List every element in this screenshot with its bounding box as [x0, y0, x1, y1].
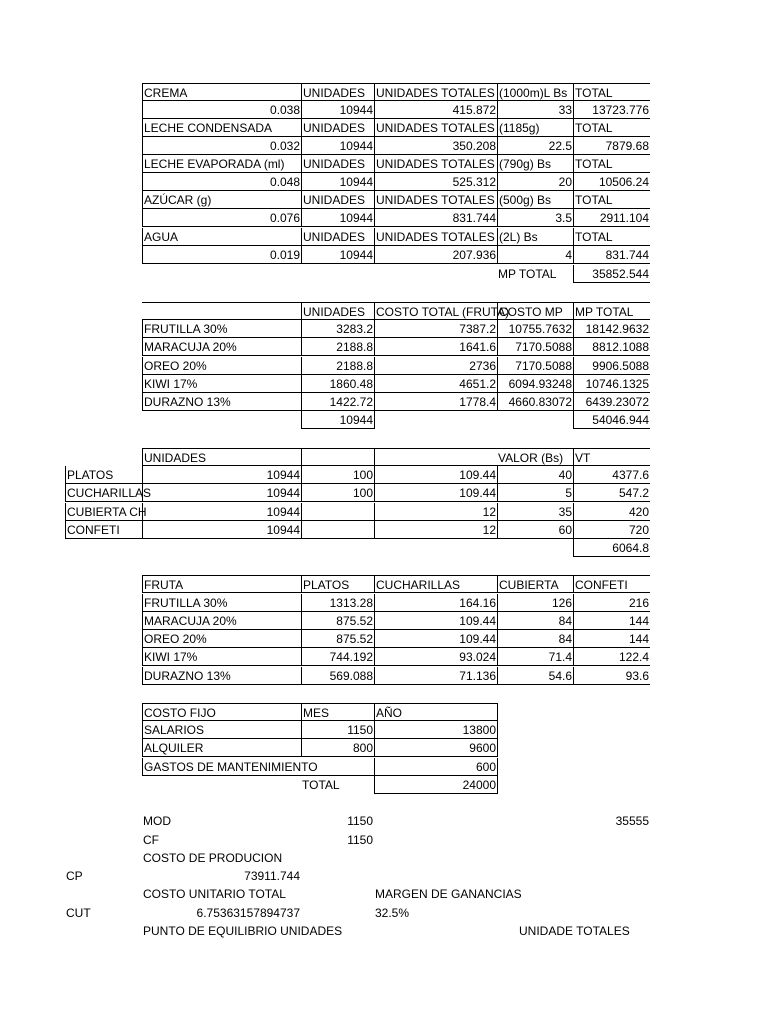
cost-name: SALARIOS: [142, 721, 301, 739]
total-cell: 7879.68: [573, 137, 650, 155]
flavor-name: MARACUJA 20%: [142, 338, 301, 356]
month-cell: 1150: [301, 721, 374, 739]
valor-cell: 40: [497, 466, 573, 484]
valor-cell: 5: [497, 484, 573, 502]
units-cell: 1860.48: [301, 375, 374, 393]
vt-cell: 547.2: [573, 484, 650, 502]
total-units-cell: 415.872: [374, 101, 497, 119]
cf-value: 1150: [347, 833, 373, 847]
col-header: UNIDADES: [142, 448, 301, 466]
mp-total-label: MP TOTAL: [498, 267, 557, 281]
cucharillas-cell: 109.44: [374, 612, 497, 630]
margin-value: 32.5%: [375, 906, 410, 920]
cut-value: 6.75363157894737: [196, 906, 300, 920]
cubierta-cell: 84: [497, 630, 573, 648]
year-cell: 600: [374, 758, 498, 776]
grand-total: 54046.944: [573, 411, 650, 429]
units-cell: 10944: [142, 521, 301, 539]
units-cell: 10944: [142, 466, 301, 484]
valor-cell: 60: [497, 521, 573, 539]
col-header: TOTAL: [573, 228, 650, 246]
total-cell: 10506.24: [573, 173, 650, 191]
cp-title: COSTO DE PRODUCION: [143, 851, 283, 865]
col-header: (2L) Bs: [497, 228, 573, 246]
col-header: UNIDADES: [301, 302, 374, 320]
supply-name: CUCHARILLAS: [67, 486, 152, 500]
mod-label: MOD: [143, 814, 171, 828]
confeti-cell: 144: [573, 612, 650, 630]
month-cell: 800: [301, 739, 374, 757]
packs-cell: 12: [374, 503, 497, 521]
mp-total-value: 35852.544: [573, 265, 650, 283]
packs-cell: 12: [374, 521, 497, 539]
mp-total-cell: 10746.1325: [573, 375, 650, 393]
col-header: COSTO MP: [497, 302, 573, 320]
qty-cell: 0.076: [142, 209, 301, 227]
cucharillas-cell: 109.44: [374, 630, 497, 648]
side-value: 35555: [615, 814, 649, 828]
fruit-cost-cell: 2736: [374, 357, 497, 375]
units-cell: 10944: [301, 209, 374, 227]
confeti-cell: 216: [573, 594, 650, 612]
margin-label: MARGEN DE GANANCIAS: [375, 887, 522, 901]
total-units-cell: 831.744: [374, 209, 497, 227]
total-value: 24000: [374, 776, 498, 794]
col-header: UNIDADES TOTALES: [374, 83, 497, 101]
col-header: (1000m)L Bs: [497, 83, 573, 101]
col-header: VALOR (Bs): [497, 448, 573, 466]
price-cell: 33: [497, 101, 573, 119]
mp-cost-cell: 7170.5088: [497, 338, 573, 356]
units-cell: 10944: [301, 246, 374, 264]
mp-total-cell: 18142.9632: [573, 320, 650, 338]
total-cell: 2911.104: [573, 209, 650, 227]
cost-name: GASTOS DE MANTENIMIENTO: [144, 760, 318, 774]
qty-cell: 0.032: [142, 137, 301, 155]
mp-total-cell: 6439.23072: [573, 393, 650, 411]
platos-cell: 744.192: [301, 648, 374, 666]
fruit-name: OREO 20%: [142, 630, 301, 648]
col-header: MP TOTAL: [573, 302, 650, 320]
flavor-name: DURAZNO 13%: [142, 393, 301, 411]
ingredient-name: CREMA: [142, 83, 301, 101]
col-header: UNIDADES TOTALES: [374, 191, 497, 209]
fruit-cost-cell: 4651.2: [374, 375, 497, 393]
col-header: MES: [301, 703, 374, 721]
ut-label: UNIDADE TOTALES: [519, 924, 630, 938]
blank-header: [142, 302, 301, 320]
cubierta-cell: 84: [497, 612, 573, 630]
price-cell: 20: [497, 173, 573, 191]
mp-total-cell: 8812.1088: [573, 338, 650, 356]
price-cell: 3.5: [497, 209, 573, 227]
total-cell: 13723.776: [573, 101, 650, 119]
col-header: UNIDADES: [301, 155, 374, 173]
units-total: 10944: [301, 411, 375, 429]
platos-cell: 569.088: [301, 667, 374, 685]
col-header: CONFETI: [573, 575, 650, 593]
supply-name: CONFETI: [65, 521, 142, 539]
confeti-cell: 144: [573, 630, 650, 648]
year-cell: 13800: [374, 721, 498, 739]
price-cell: 4: [497, 246, 573, 264]
col-header: FRUTA: [142, 575, 301, 593]
ingredient-name: LECHE EVAPORADA (ml): [142, 155, 301, 173]
fruit-name: MARACUJA 20%: [142, 612, 301, 630]
col-header: UNIDADES: [301, 119, 374, 137]
mp-cost-cell: 7170.5088: [497, 357, 573, 375]
blank-header: [374, 448, 497, 466]
pack-cell: 100: [301, 466, 374, 484]
pack-cell: 100: [301, 484, 374, 502]
cucharillas-cell: 71.136: [374, 667, 497, 685]
supply-name: PLATOS: [65, 466, 142, 484]
col-header: COSTO TOTAL (FRUTA): [374, 302, 497, 320]
fruit-name: FRUTILLA 30%: [142, 594, 301, 612]
price-cell: 22.5: [497, 137, 573, 155]
col-header: TOTAL: [573, 191, 650, 209]
col-header: TOTAL: [573, 155, 650, 173]
mp-cost-cell: 6094.93248: [497, 375, 573, 393]
col-header: UNIDADES: [301, 228, 374, 246]
cf-label: CF: [143, 833, 159, 847]
col-header: UNIDADES TOTALES: [374, 155, 497, 173]
vt-cell: 720: [573, 521, 650, 539]
col-header: AÑO: [374, 703, 498, 721]
cost-name: ALQUILER: [142, 739, 301, 757]
total-label: TOTAL: [302, 778, 340, 792]
flavor-name: OREO 20%: [142, 357, 301, 375]
year-cell: 9600: [374, 739, 498, 757]
units-cell: 10944: [301, 101, 374, 119]
cubierta-cell: 126: [497, 594, 573, 612]
pack-cell: [301, 503, 374, 521]
qty-cell: 0.048: [142, 173, 301, 191]
valor-cell: 35: [497, 503, 573, 521]
units-cell: 3283.2: [301, 320, 374, 338]
fruit-cost-cell: 1641.6: [374, 338, 497, 356]
col-header: COSTO FIJO: [142, 703, 301, 721]
platos-cell: 875.52: [301, 630, 374, 648]
col-header: CUCHARILLAS: [374, 575, 497, 593]
col-header: VT: [573, 448, 650, 466]
total-units-cell: 350.208: [374, 137, 497, 155]
col-header: (790g) Bs: [497, 155, 573, 173]
flavor-name: KIWI 17%: [142, 375, 301, 393]
total-units-cell: 525.312: [374, 173, 497, 191]
cucharillas-cell: 164.16: [374, 594, 497, 612]
packs-cell: 109.44: [374, 466, 497, 484]
cubierta-cell: 71.4: [497, 648, 573, 666]
units-cell: 10944: [142, 503, 301, 521]
col-header: UNIDADES: [301, 83, 374, 101]
col-header: PLATOS: [301, 575, 374, 593]
pe-label: PUNTO DE EQUILIBRIO UNIDADES: [143, 924, 343, 938]
cucharillas-cell: 93.024: [374, 648, 497, 666]
col-header: (1185g): [497, 119, 573, 137]
total-cell: 831.744: [573, 246, 650, 264]
col-header: (500g) Bs: [497, 191, 573, 209]
col-header: CUBIERTA: [497, 575, 573, 593]
qty-cell: 0.038: [142, 101, 301, 119]
vt-total: 6064.8: [573, 539, 650, 557]
col-header: TOTAL: [573, 83, 650, 101]
mp-total-cell: 9906.5088: [573, 357, 650, 375]
units-cell: 1422.72: [301, 393, 374, 411]
platos-cell: 875.52: [301, 612, 374, 630]
flavor-name: FRUTILLA 30%: [142, 320, 301, 338]
ingredient-name: AGUA: [142, 228, 301, 246]
mod-value: 1150: [347, 814, 373, 828]
vt-cell: 420: [573, 503, 650, 521]
units-cell: 10944: [301, 173, 374, 191]
units-cell: 10944: [301, 137, 374, 155]
total-units-cell: 207.936: [374, 246, 497, 264]
ingredient-name: LECHE CONDENSADA: [142, 119, 301, 137]
col-header: TOTAL: [573, 119, 650, 137]
cut-label: CUT: [66, 906, 91, 920]
fruit-cost-cell: 7387.2: [374, 320, 497, 338]
pack-cell: [301, 521, 374, 539]
confeti-cell: 122.4: [573, 648, 650, 666]
units-cell: 10944: [142, 484, 301, 502]
platos-cell: 1313.28: [301, 594, 374, 612]
col-header: UNIDADES: [301, 191, 374, 209]
cubierta-cell: 54.6: [497, 667, 573, 685]
mp-cost-cell: 10755.7632: [497, 320, 573, 338]
fruit-name: DURAZNO 13%: [142, 667, 301, 685]
qty-cell: 0.019: [142, 246, 301, 264]
cut-title: COSTO UNITARIO TOTAL: [143, 887, 286, 901]
vt-cell: 4377.6: [573, 466, 650, 484]
packs-cell: 109.44: [374, 484, 497, 502]
supply-name: CUBIERTA CH: [67, 505, 147, 519]
col-header: UNIDADES TOTALES: [374, 228, 497, 246]
fruit-name: KIWI 17%: [142, 648, 301, 666]
units-cell: 2188.8: [301, 357, 374, 375]
col-header: UNIDADES TOTALES: [374, 119, 497, 137]
confeti-cell: 93.6: [573, 667, 650, 685]
ingredient-name: AZÚCAR (g): [142, 191, 301, 209]
blank-header: [301, 448, 374, 466]
fruit-cost-cell: 1778.4: [374, 393, 497, 411]
cp-label: CP: [66, 869, 83, 883]
mp-cost-cell: 4660.83072: [497, 393, 573, 411]
cp-value: 73911.744: [244, 869, 300, 883]
units-cell: 2188.8: [301, 338, 374, 356]
